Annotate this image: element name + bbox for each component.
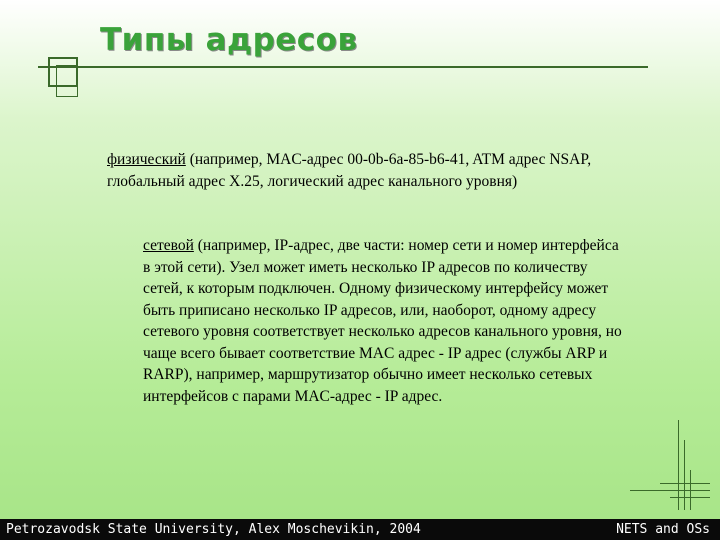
paragraph-network-text: (например, IP-адрес, две части: номер сети и номер интерфейса в этой сети). Узел может иметь несколько IP адресов по количеству сетей, к которым подключен. Одному физическому интерфейсу может быть приписано несколько IP адресов, или, наоборот, одному адресу сетевого уровня соответствует несколько адресов канального уровня, но чаще всего бывает соответствие MAC адрес - IP адрес (службы ARP и RARP), например, маршрутизатор обычно имеет несколько сетевых интерфейсов с парами MAC-адрес - IP адрес. bbox=[143, 237, 622, 405]
corner-line-decoration bbox=[670, 497, 710, 498]
footer-bar bbox=[0, 519, 720, 540]
corner-line-decoration bbox=[630, 490, 710, 491]
paragraph-physical-address bbox=[107, 149, 627, 192]
paragraph-physical-text: (например, MAC-адрес 00-0b-6a-85-b6-41, ATM адрес NSAP, глобальный адрес X.25, логический адрес канального уровня) bbox=[107, 151, 592, 190]
corner-line-decoration bbox=[684, 440, 685, 510]
corner-line-decoration bbox=[660, 483, 710, 484]
corner-square-decoration-inner bbox=[56, 65, 78, 97]
term-physical: физический bbox=[107, 151, 186, 168]
slide-title: Типы адресов bbox=[100, 22, 358, 58]
paragraph-network-address bbox=[143, 235, 628, 407]
term-network: сетевой bbox=[143, 237, 194, 254]
title-rule bbox=[38, 66, 648, 68]
footer-course: NETS and OSs bbox=[616, 522, 710, 537]
footer-credit: Petrozavodsk State University, Alex Moschevikin, 2004 bbox=[6, 522, 421, 537]
